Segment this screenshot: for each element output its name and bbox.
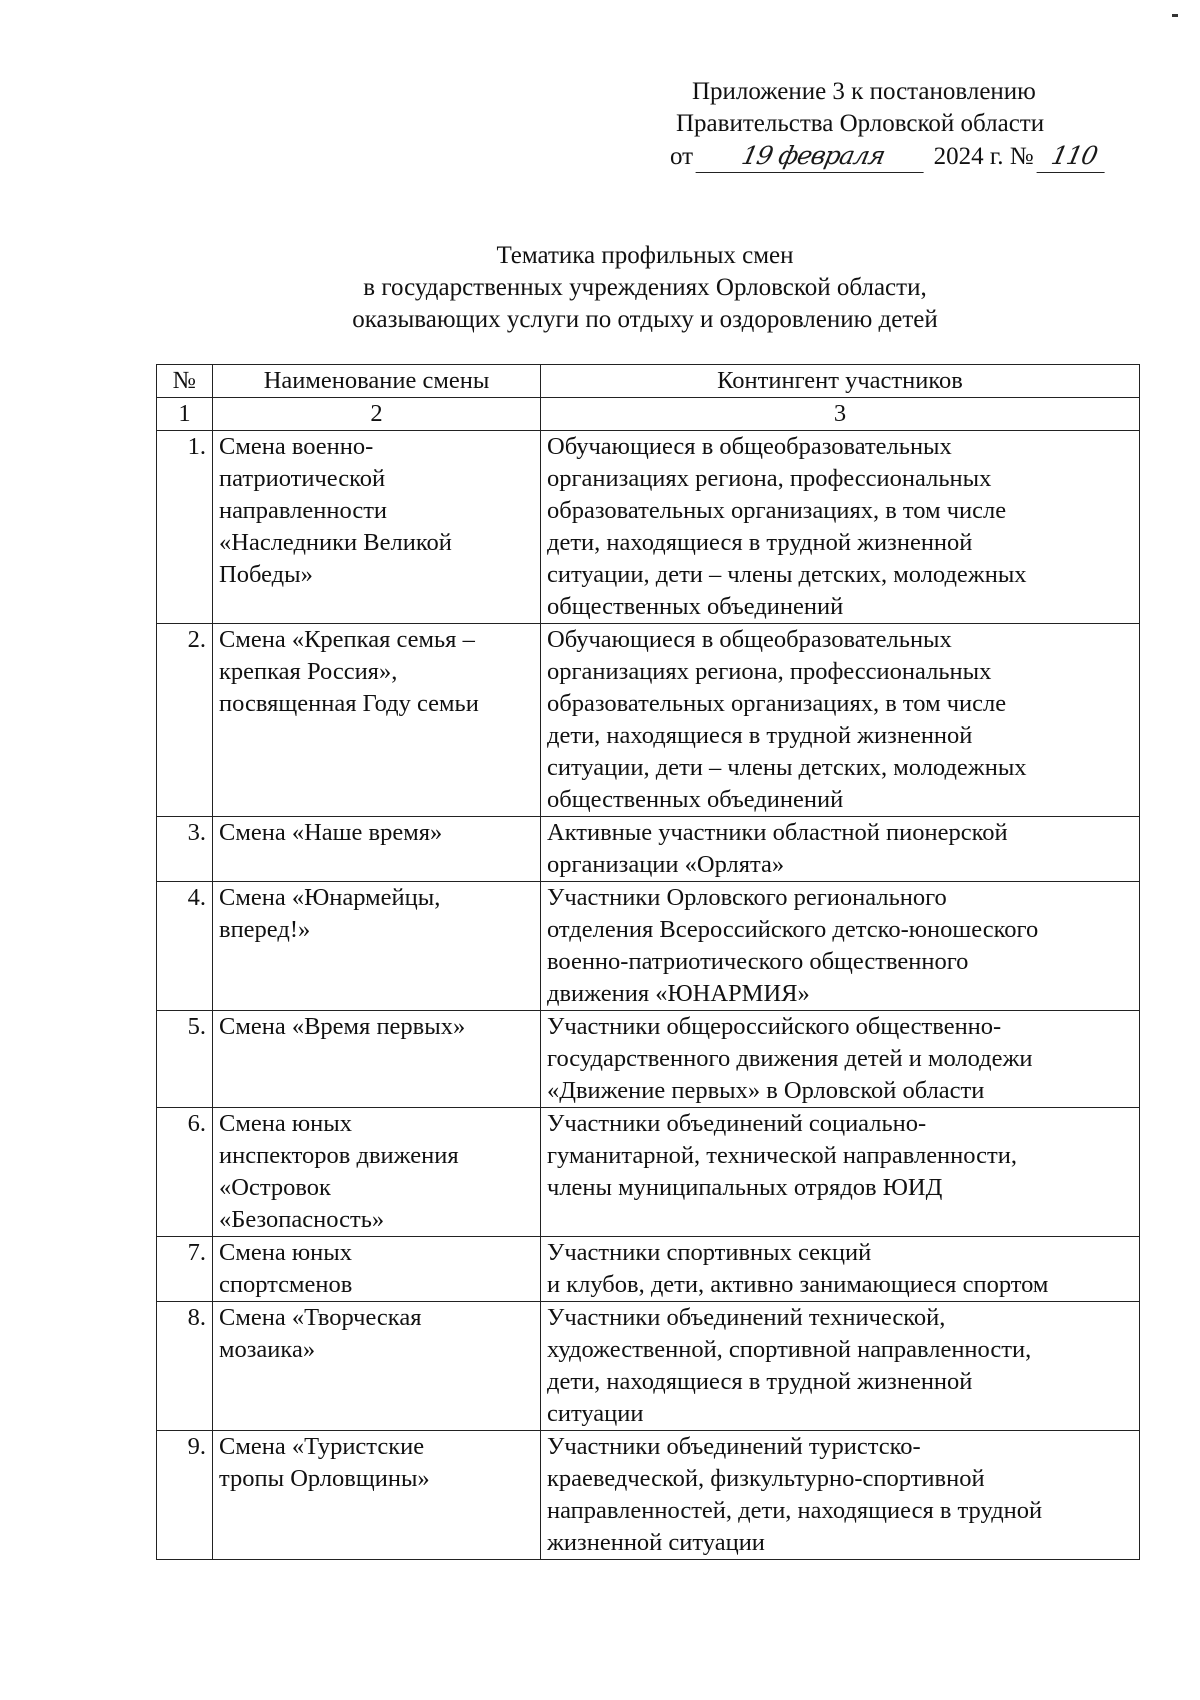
table-row — [157, 817, 1140, 882]
participant-contingent-line: Обучающиеся в общеобразовательных — [547, 433, 952, 460]
shift-name-line: вперед!» — [219, 916, 311, 943]
participant-contingent-line: краеведческой, физкультурно-спортивной — [547, 1465, 985, 1492]
participant-contingent — [541, 1237, 1140, 1302]
participant-contingent-line: общественных объединений — [547, 593, 844, 620]
shift-name-line: «Наследники Великой — [219, 529, 452, 556]
handwritten-date: 19 февраля — [696, 140, 931, 173]
shift-name-line: крепкая Россия», — [219, 658, 398, 685]
participant-contingent — [541, 1011, 1140, 1108]
participant-contingent-line: движения «ЮНАРМИЯ» — [547, 980, 810, 1007]
row-number — [157, 624, 213, 817]
row-number — [157, 1011, 213, 1108]
header-contingent: Контингент участников — [541, 365, 1140, 398]
row-number — [157, 431, 213, 624]
title-line: в государственных учреждениях Орловской области, — [363, 274, 927, 301]
participant-contingent-line: Участники объединений социально- — [547, 1110, 927, 1137]
shift-name-line: «Островок — [219, 1174, 331, 1201]
row-number-line: 8. — [187, 1304, 206, 1331]
participant-contingent-line: направленностей, дети, находящиеся в трудной — [547, 1497, 1043, 1524]
table-row — [157, 1237, 1140, 1302]
participant-contingent-line: «Движение первых» в Орловской области — [547, 1077, 985, 1104]
participant-contingent-line: Активные участники областной пионерской — [547, 819, 1008, 846]
participant-contingent-line: образовательных организациях, в том числе — [547, 497, 1007, 524]
column-number: 3 — [541, 398, 1140, 431]
participant-contingent-line: Участники объединений туристско- — [547, 1433, 921, 1460]
column-number: 2 — [213, 398, 541, 431]
participant-contingent-line: Обучающиеся в общеобразовательных — [547, 626, 952, 653]
table-header-row — [157, 365, 1140, 398]
participant-contingent-line: художественной, спортивной направленности, — [547, 1336, 1032, 1363]
government-line: Правительства Орловской области — [676, 110, 1045, 137]
table-row — [157, 1108, 1140, 1237]
shift-name-line: посвященная Году семьи — [219, 690, 479, 717]
header-name: Наименование смены — [213, 365, 541, 398]
participant-contingent-line: Участники объединений технической, — [547, 1304, 946, 1331]
shift-name-line: направленности — [219, 497, 388, 524]
participant-contingent-line: организациях региона, профессиональных — [547, 465, 992, 492]
participant-contingent-line: государственного движения детей и молодежи — [547, 1045, 1033, 1072]
shift-name — [213, 817, 541, 882]
participant-contingent-line: дети, находящиеся в трудной жизненной — [547, 1368, 973, 1395]
table-row — [157, 431, 1140, 624]
handwritten-number: 110 — [1036, 140, 1111, 173]
participant-contingent — [541, 431, 1140, 624]
row-number-line: 9. — [187, 1433, 206, 1460]
participant-contingent-line: дети, находящиеся в трудной жизненной — [547, 529, 973, 556]
date-line — [670, 140, 1130, 173]
shift-name-line: Смена юных — [219, 1110, 352, 1137]
participant-contingent-line: ситуации — [547, 1400, 644, 1427]
participant-contingent-line: организациях региона, профессиональных — [547, 658, 992, 685]
row-number — [157, 1108, 213, 1237]
appendix-line: Приложение 3 к постановлению — [692, 78, 1036, 105]
participant-contingent — [541, 882, 1140, 1011]
participant-contingent-line: жизненной ситуации — [547, 1529, 765, 1556]
shift-name — [213, 1431, 541, 1560]
participant-contingent — [541, 1302, 1140, 1431]
row-number — [157, 882, 213, 1011]
participant-contingent-line: ситуации, дети – члены детских, молодежных — [547, 561, 1027, 588]
participant-contingent-line: общественных объединений — [547, 786, 844, 813]
shift-name-line: Смена военно- — [219, 433, 374, 460]
table-row — [157, 624, 1140, 817]
document-title — [150, 240, 1140, 336]
participant-contingent-line: военно-патриотического общественного — [547, 948, 969, 975]
year-text: 2024 г. № — [933, 143, 1034, 170]
shift-name-line: Смена юных — [219, 1239, 352, 1266]
row-number-line: 2. — [187, 626, 206, 653]
title-line: Тематика профильных смен — [496, 242, 794, 269]
table-row — [157, 882, 1140, 1011]
title-line: оказывающих услуги по отдыху и оздоровлению детей — [352, 306, 938, 333]
participant-contingent — [541, 1108, 1140, 1237]
participant-contingent — [541, 817, 1140, 882]
shift-name-line: спортсменов — [219, 1271, 353, 1298]
table-body — [157, 431, 1140, 1560]
table-row — [157, 1302, 1140, 1431]
shift-name-line: Смена «Время первых» — [219, 1013, 466, 1040]
shift-name-line: тропы Орловщины» — [219, 1465, 430, 1492]
participant-contingent — [541, 624, 1140, 817]
shift-name — [213, 1237, 541, 1302]
row-number-line: 1. — [187, 433, 206, 460]
participant-contingent-line: Участники общероссийского общественно- — [547, 1013, 1002, 1040]
shift-name-line: Смена «Наше время» — [219, 819, 443, 846]
participant-contingent-line: Участники спортивных секций — [547, 1239, 872, 1266]
shift-name — [213, 624, 541, 817]
table-row — [157, 1431, 1140, 1560]
header-number: № — [157, 365, 213, 398]
participant-contingent-line: дети, находящиеся в трудной жизненной — [547, 722, 973, 749]
shift-name-line: Победы» — [219, 561, 313, 588]
shift-name-line: Смена «Туристские — [219, 1433, 425, 1460]
participant-contingent-line: и клубов, дети, активно занимающиеся спортом — [547, 1271, 1049, 1298]
column-number-row — [157, 398, 1140, 431]
corner-mark — [1172, 14, 1178, 17]
column-number: 1 — [157, 398, 213, 431]
participant-contingent-line: ситуации, дети – члены детских, молодежных — [547, 754, 1027, 781]
shift-name-line: Смена «Творческая — [219, 1304, 422, 1331]
row-number-line: 3. — [187, 819, 206, 846]
row-number-line: 5. — [187, 1013, 206, 1040]
table-row — [157, 1011, 1140, 1108]
shift-name-line: патриотической — [219, 465, 386, 492]
row-number — [157, 817, 213, 882]
participant-contingent-line: Участники Орловского регионального — [547, 884, 947, 911]
shift-name-line: мозаика» — [219, 1336, 316, 1363]
shift-name — [213, 882, 541, 1011]
participant-contingent-line: гуманитарной, технической направленности, — [547, 1142, 1017, 1169]
shift-name-line: инспекторов движения — [219, 1142, 459, 1169]
shift-name — [213, 431, 541, 624]
shift-name-line: «Безопасность» — [219, 1206, 385, 1233]
participant-contingent — [541, 1431, 1140, 1560]
row-number-line: 4. — [187, 884, 206, 911]
row-number — [157, 1431, 213, 1560]
shift-name-line: Смена «Крепкая семья – — [219, 626, 475, 653]
row-number-line: 6. — [187, 1110, 206, 1137]
shift-name — [213, 1011, 541, 1108]
participant-contingent-line: организации «Орлята» — [547, 851, 785, 878]
shift-name — [213, 1108, 541, 1237]
shift-name — [213, 1302, 541, 1431]
participant-contingent-line: отделения Всероссийского детско-юношеского — [547, 916, 1039, 943]
shifts-table — [156, 364, 1140, 1560]
date-prefix: от — [670, 143, 694, 170]
participant-contingent-line: образовательных организациях, в том числе — [547, 690, 1007, 717]
participant-contingent-line: члены муниципальных отрядов ЮИД — [547, 1174, 943, 1201]
shift-name-line: Смена «Юнармейцы, — [219, 884, 441, 911]
row-number — [157, 1237, 213, 1302]
row-number — [157, 1302, 213, 1431]
appendix-header — [670, 76, 1130, 173]
row-number-line: 7. — [187, 1239, 206, 1266]
